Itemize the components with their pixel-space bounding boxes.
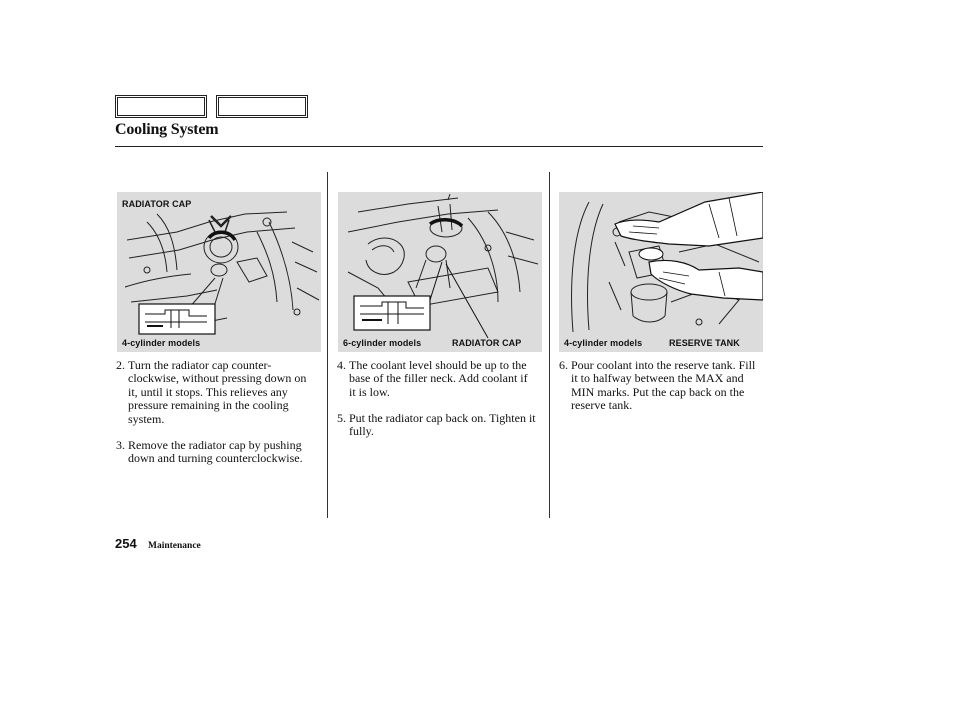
figure-caption: 4-cylinder models — [122, 338, 201, 348]
engine-illustration — [117, 192, 321, 352]
page-number: 254 — [115, 536, 137, 551]
step-number: 2. — [116, 358, 125, 372]
column-divider — [327, 172, 328, 518]
figure-label: RADIATOR CAP — [122, 199, 192, 209]
step-item — [337, 359, 537, 399]
figure-radiator-cap-4cyl — [117, 192, 321, 352]
footer-section-link[interactable]: Maintenance — [148, 541, 201, 551]
step-text: Put the radiator cap back on. Tighten it fully. — [349, 411, 536, 439]
step-number: 6. — [559, 358, 568, 372]
step-item — [116, 439, 316, 466]
nav-button-next[interactable] — [216, 95, 308, 118]
figure-label: RADIATOR CAP — [452, 338, 522, 348]
figure-label: RESERVE TANK — [669, 338, 740, 348]
step-item — [337, 412, 537, 439]
step-text: Pour coolant into the reserve tank. Fill it to halfway between the MAX and MIN marks. Put the cap back on the reserve tank. — [571, 358, 756, 413]
engine-illustration — [338, 192, 542, 352]
step-item — [116, 359, 316, 426]
engine-illustration — [559, 192, 763, 352]
page-title: Cooling System — [115, 121, 219, 138]
figure-radiator-cap-6cyl — [338, 192, 542, 352]
step-number: 5. — [337, 411, 346, 425]
step-text: The coolant level should be up to the base of the filler neck. Add coolant if it is low. — [349, 358, 528, 399]
figure-caption: 4-cylinder models — [564, 338, 643, 348]
step-text: Remove the radiator cap by pushing down and turning counterclockwise. — [128, 438, 303, 466]
figure-reserve-tank — [559, 192, 763, 352]
step-text: Turn the radiator cap counter-clockwise, without pressing down on it, until it stops. This relieves any pressure remaining in the cooling system. — [128, 358, 307, 426]
step-number: 3. — [116, 438, 125, 452]
nav-button-previous[interactable] — [115, 95, 207, 118]
step-number: 4. — [337, 358, 346, 372]
column-divider — [549, 172, 550, 518]
title-divider — [115, 146, 763, 147]
figure-caption: 6-cylinder models — [343, 338, 422, 348]
step-item — [559, 359, 759, 413]
